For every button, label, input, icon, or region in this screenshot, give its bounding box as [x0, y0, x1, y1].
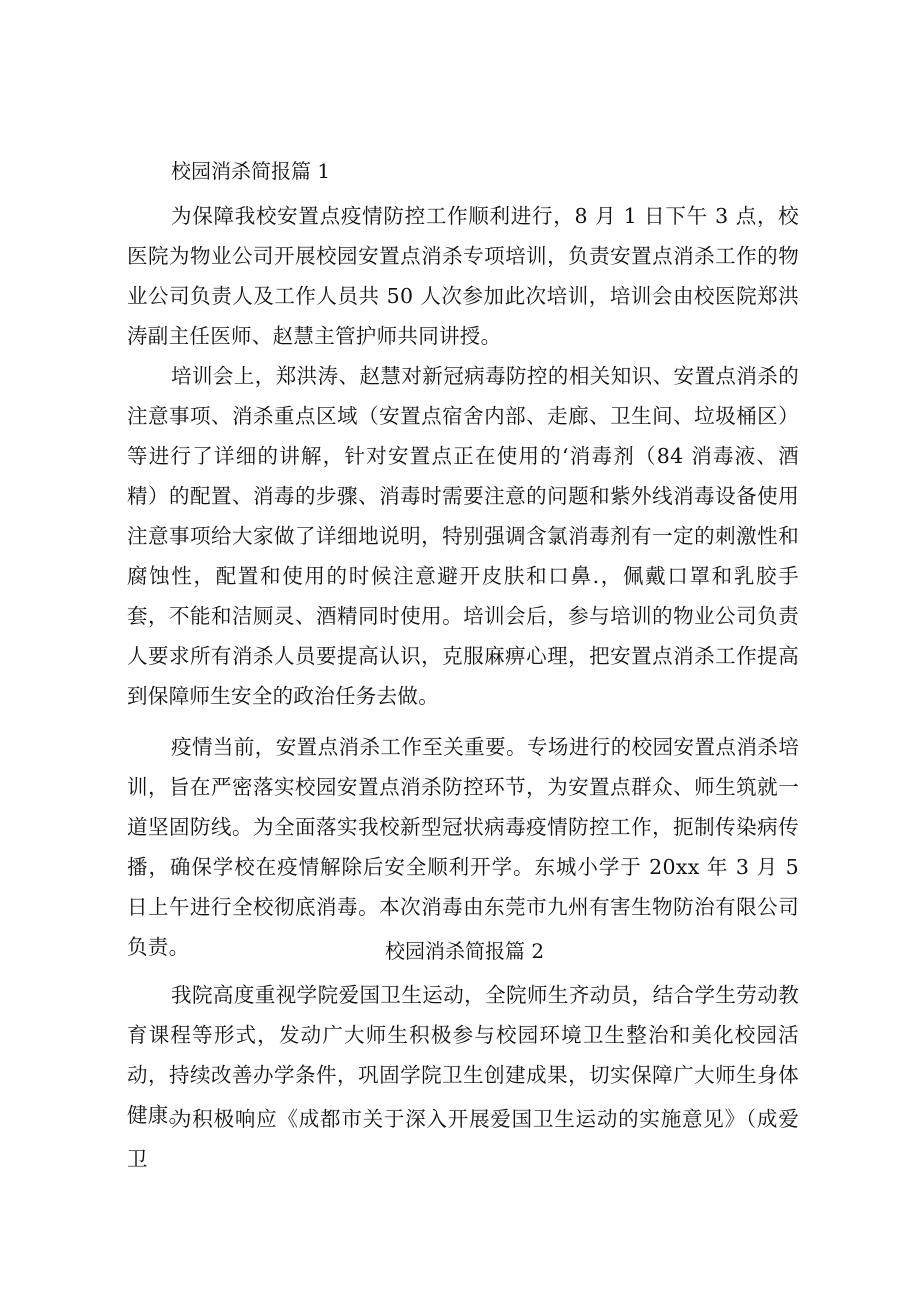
- section-1-title: 校园消杀简报篇 1: [171, 159, 331, 183]
- section-1-paragraph-1: 为保障我校安置点疫情防控工作顺利进行，8 月 1 日下午 3 点，校医院为物业公司开展校园安置点消杀专项培训，负责安置点消杀工作的物业公司负责人及工作人员共 50 人次参加此次培训，培训会由校医院郑洪涛副主任医师、赵慧主管护师共同讲授。: [127, 204, 799, 348]
- section-2-paragraph-2: 为积极响应《成都市关于深入开展爱国卫生运动的实施意见》（成爱卫: [127, 1107, 799, 1171]
- section-2-title: 校园消杀简报篇 2: [385, 939, 545, 963]
- section-2-paragraph-1: 我院高度重视学院爱国卫生运动，全院师生齐动员，结合学生劳动教育课程等形式，发动广大师生积极参与校园环境卫生整治和美化校园活动，持续改善办学条件，巩固学院卫生创建成果，切实保障广大师生身体健康。: [127, 983, 799, 1127]
- section-1-paragraph-2: 培训会上，郑洪涛、赵慧对新冠病毒防控的相关知识、安置点消杀的注意事项、消杀重点区域（安置点宿舍内部、走廊、卫生间、垃圾桶区）等进行了详细的讲解，针对安置点正在使用的‘消毒剂（84 消毒液、酒精）的配置、消毒的步骤、消毒时需要注意的问题和紫外线消毒设备使用注意事项给大家做了详细地说明，特别强调含氯消毒剂有一定的刺激性和腐蚀性，配置和使用的时候注意避开皮肤和口鼻.，佩戴口罩和乳胶手套，不能和洁厕灵、酒精同时使用。培训会后，参与培训的物业公司负责人要求所有消杀人员要提高认识，克服麻痹心理，把安置点消杀工作提高到保障师生安全的政治任务去做。: [127, 364, 799, 708]
- section-1-paragraph-3: 疫情当前，安置点消杀工作至关重要。专场进行的校园安置点消杀培训，旨在严密落实校园安置点消杀防控环节，为安置点群众、师生筑就一道坚固防线。为全面落实我校新型冠状病毒疫情防控工作，扼制传染病传播，确保学校在疫情解除后安全顺利开学。东城小学于 20xx 年 3 月 5 日上午进行全校彻底消毒。本次消毒由东莞市九州有害生物防治有限公司负责。: [127, 735, 799, 959]
